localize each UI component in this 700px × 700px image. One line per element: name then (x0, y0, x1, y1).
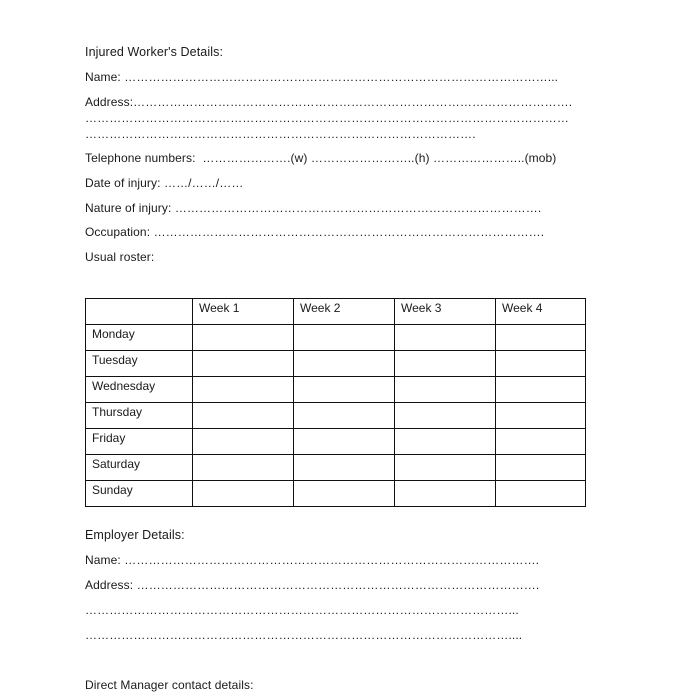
roster-cell[interactable] (294, 481, 395, 507)
employer-address-field-2[interactable]: ……………………………………………………………………………………………... (85, 603, 519, 617)
employer-address-field-3[interactable]: …………………………………………………………………………………………….... (85, 628, 523, 642)
roster-cell[interactable] (496, 377, 586, 403)
roster-cell[interactable] (496, 325, 586, 351)
roster-cell[interactable] (294, 429, 395, 455)
occupation-field[interactable]: Occupation: ……………………………………………………………………………………. (85, 225, 545, 239)
week-4-header: Week 4 (496, 299, 586, 325)
table-row (86, 377, 586, 403)
injured-address-field-2[interactable]: ………………………………………………………………………………………………………… (85, 111, 569, 125)
roster-cell[interactable] (496, 403, 586, 429)
roster-cell[interactable] (395, 429, 496, 455)
roster-cell[interactable] (193, 351, 294, 377)
roster-cell[interactable] (193, 325, 294, 351)
day-label-wednesday: Wednesday (86, 377, 193, 403)
injured-name-field[interactable]: Name: ……………………………………………………………………………………………... (85, 70, 559, 84)
table-row (86, 325, 586, 351)
roster-cell[interactable] (294, 455, 395, 481)
day-label-monday: Monday (86, 325, 193, 351)
roster-cell[interactable] (496, 429, 586, 455)
roster-cell[interactable] (395, 325, 496, 351)
roster-cell[interactable] (395, 481, 496, 507)
roster-cell[interactable] (193, 403, 294, 429)
usual-roster-label: Usual roster: (85, 250, 155, 264)
day-label-tuesday: Tuesday (86, 351, 193, 377)
roster-cell[interactable] (496, 455, 586, 481)
roster-cell[interactable] (294, 403, 395, 429)
roster-cell[interactable] (193, 429, 294, 455)
telephone-numbers-field[interactable]: Telephone numbers: ………………….(w) ……………………..(h) …………………..(mob) (85, 151, 557, 165)
week-1-header: Week 1 (193, 299, 294, 325)
table-row (86, 351, 586, 377)
roster-cell[interactable] (395, 351, 496, 377)
roster-cell[interactable] (294, 351, 395, 377)
roster-cell[interactable] (395, 455, 496, 481)
roster-cell[interactable] (294, 377, 395, 403)
roster-cell[interactable] (193, 377, 294, 403)
date-of-injury-field[interactable]: Date of injury: ……/……/…… (85, 176, 244, 190)
direct-manager-heading: Direct Manager contact details: (85, 678, 254, 692)
table-row (86, 481, 586, 507)
table-row (86, 403, 586, 429)
employer-name-field[interactable]: Name: …………………………………………………………………………………………. (85, 553, 540, 567)
employer-details-heading: Employer Details: (85, 528, 185, 542)
roster-cell[interactable] (294, 325, 395, 351)
roster-cell[interactable] (496, 481, 586, 507)
roster-table (85, 298, 586, 507)
employer-address-field[interactable]: Address: ………………………………………………………………………………………. (85, 578, 540, 592)
injured-address-field-3[interactable]: ……………………………………………………………………………………. (85, 127, 476, 141)
day-label-friday: Friday (86, 429, 193, 455)
injured-worker-heading: Injured Worker's Details: (85, 45, 224, 59)
table-row (86, 455, 586, 481)
day-label-sunday: Sunday (86, 481, 193, 507)
day-label-saturday: Saturday (86, 455, 193, 481)
week-2-header: Week 2 (294, 299, 395, 325)
day-label-thursday: Thursday (86, 403, 193, 429)
table-row (86, 429, 586, 455)
roster-header-row (86, 299, 586, 325)
roster-cell[interactable] (193, 481, 294, 507)
roster-cell[interactable] (395, 403, 496, 429)
week-3-header: Week 3 (395, 299, 496, 325)
roster-corner-cell (86, 299, 193, 325)
roster-cell[interactable] (496, 351, 586, 377)
roster-cell[interactable] (395, 377, 496, 403)
injured-address-field-1[interactable]: Address:………………………………………………………………………………………………. (85, 95, 573, 109)
roster-cell[interactable] (193, 455, 294, 481)
nature-of-injury-field[interactable]: Nature of injury: ………………………………………………………………………………. (85, 201, 542, 215)
